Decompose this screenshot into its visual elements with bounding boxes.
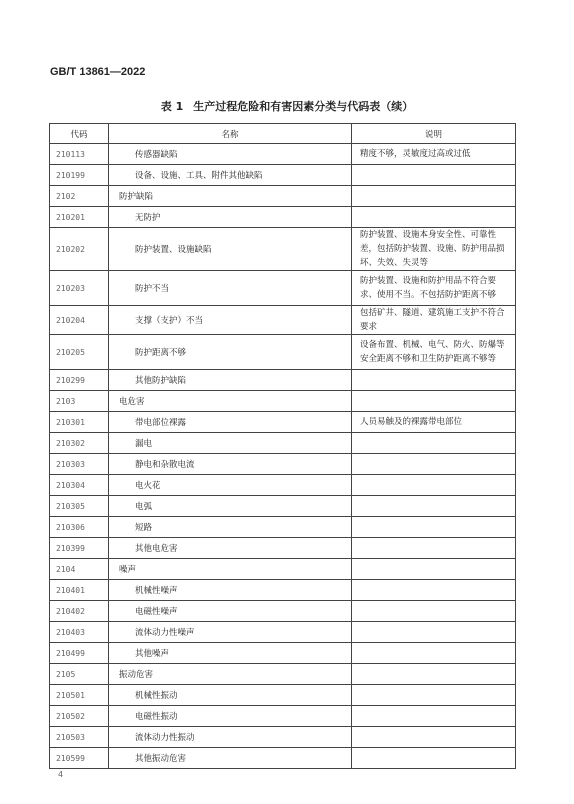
cell-code: 210399 bbox=[50, 538, 109, 559]
cell-name: 电危害 bbox=[119, 397, 145, 407]
table-header-row bbox=[50, 124, 516, 144]
cell-name: 电弧 bbox=[135, 502, 153, 512]
cell-name-wrapper bbox=[109, 622, 352, 643]
table-row bbox=[50, 580, 516, 601]
cell-code: 210402 bbox=[50, 601, 109, 622]
cell-name-wrapper bbox=[109, 664, 352, 685]
cell-code: 210302 bbox=[50, 433, 109, 454]
cell-description: 防护装置、设施本身安全性、可靠性差，包括防护装置、设施、防护用品损坏、失效、失灵等 bbox=[352, 228, 516, 271]
cell-description bbox=[352, 580, 516, 601]
cell-name-wrapper bbox=[109, 727, 352, 748]
table-row bbox=[50, 186, 516, 207]
table-row bbox=[50, 433, 516, 454]
cell-code: 210503 bbox=[50, 727, 109, 748]
column-header-code: 代码 bbox=[50, 124, 109, 144]
cell-code: 210303 bbox=[50, 454, 109, 475]
cell-description bbox=[352, 165, 516, 186]
cell-code: 2104 bbox=[50, 559, 109, 580]
cell-name: 漏电 bbox=[135, 439, 153, 449]
cell-name-wrapper bbox=[109, 643, 352, 664]
table-row bbox=[50, 475, 516, 496]
table-row bbox=[50, 454, 516, 475]
cell-code: 210305 bbox=[50, 496, 109, 517]
cell-name: 振动危害 bbox=[119, 670, 154, 680]
cell-description bbox=[352, 601, 516, 622]
cell-name-wrapper bbox=[109, 685, 352, 706]
cell-description bbox=[352, 643, 516, 664]
cell-name-wrapper bbox=[109, 517, 352, 538]
table-row bbox=[50, 601, 516, 622]
cell-description bbox=[352, 685, 516, 706]
cell-name: 电磁性振动 bbox=[135, 712, 178, 722]
cell-code: 210502 bbox=[50, 706, 109, 727]
table-caption bbox=[0, 98, 574, 114]
cell-description bbox=[352, 664, 516, 685]
cell-description bbox=[352, 391, 516, 412]
cell-description: 包括矿井、隧道、建筑施工支护不符合要求 bbox=[352, 306, 516, 335]
cell-code: 210401 bbox=[50, 580, 109, 601]
cell-code: 210403 bbox=[50, 622, 109, 643]
cell-description bbox=[352, 538, 516, 559]
cell-description bbox=[352, 186, 516, 207]
cell-name-wrapper bbox=[109, 144, 352, 165]
cell-code: 2105 bbox=[50, 664, 109, 685]
cell-code: 210204 bbox=[50, 306, 109, 335]
cell-name-wrapper bbox=[109, 186, 352, 207]
cell-description bbox=[352, 454, 516, 475]
cell-description: 精度不够，灵敏度过高或过低 bbox=[352, 144, 516, 165]
table-caption-title: 生产过程危险和有害因素分类与代码表（续） bbox=[193, 100, 414, 113]
cell-description: 人员易触及的裸露带电部位 bbox=[352, 412, 516, 433]
cell-name: 防护装置、设施缺陷 bbox=[135, 245, 212, 255]
cell-code: 210501 bbox=[50, 685, 109, 706]
cell-name-wrapper bbox=[109, 748, 352, 769]
cell-name-wrapper bbox=[109, 706, 352, 727]
cell-description bbox=[352, 207, 516, 228]
cell-name: 电火花 bbox=[135, 481, 161, 491]
cell-description: 防护装置、设施和防护用品不符合要求、使用不当。不包括防护距离不够 bbox=[352, 271, 516, 306]
cell-name-wrapper bbox=[109, 335, 352, 370]
cell-description bbox=[352, 475, 516, 496]
cell-name: 防护不当 bbox=[135, 284, 170, 294]
table-row bbox=[50, 517, 516, 538]
cell-name-wrapper bbox=[109, 165, 352, 186]
table-row bbox=[50, 207, 516, 228]
cell-description bbox=[352, 496, 516, 517]
cell-description bbox=[352, 559, 516, 580]
hazard-code-table bbox=[49, 123, 516, 769]
cell-name-wrapper bbox=[109, 559, 352, 580]
cell-name: 流体动力性噪声 bbox=[135, 628, 195, 638]
cell-name: 防护距离不够 bbox=[135, 348, 187, 358]
cell-description bbox=[352, 727, 516, 748]
table-row bbox=[50, 643, 516, 664]
table-row bbox=[50, 622, 516, 643]
cell-description bbox=[352, 517, 516, 538]
cell-code: 210203 bbox=[50, 271, 109, 306]
cell-code: 210301 bbox=[50, 412, 109, 433]
table-row bbox=[50, 370, 516, 391]
cell-description bbox=[352, 748, 516, 769]
table-row bbox=[50, 271, 516, 306]
table-row bbox=[50, 228, 516, 271]
cell-name: 传感器缺陷 bbox=[135, 150, 178, 160]
table-row bbox=[50, 144, 516, 165]
cell-name: 其他振动危害 bbox=[135, 754, 187, 764]
cell-name: 其他防护缺陷 bbox=[135, 376, 187, 386]
cell-code: 2103 bbox=[50, 391, 109, 412]
table-row bbox=[50, 496, 516, 517]
table-row bbox=[50, 335, 516, 370]
cell-name: 机械性振动 bbox=[135, 691, 178, 701]
cell-name-wrapper bbox=[109, 475, 352, 496]
cell-description bbox=[352, 706, 516, 727]
cell-name: 其他电危害 bbox=[135, 544, 178, 554]
cell-name-wrapper bbox=[109, 433, 352, 454]
page-number: 4 bbox=[58, 770, 64, 779]
cell-name-wrapper bbox=[109, 391, 352, 412]
table-row bbox=[50, 559, 516, 580]
table-row bbox=[50, 412, 516, 433]
cell-name: 流体动力性振动 bbox=[135, 733, 195, 743]
cell-name: 防护缺陷 bbox=[119, 192, 154, 202]
cell-name-wrapper bbox=[109, 370, 352, 391]
cell-name: 短路 bbox=[135, 523, 153, 533]
cell-name-wrapper bbox=[109, 207, 352, 228]
cell-code: 2102 bbox=[50, 186, 109, 207]
table-row bbox=[50, 727, 516, 748]
cell-name-wrapper bbox=[109, 496, 352, 517]
cell-name: 无防护 bbox=[135, 213, 161, 223]
cell-name-wrapper bbox=[109, 412, 352, 433]
cell-name: 其他噪声 bbox=[135, 649, 170, 659]
cell-description: 设备布置、机械、电气、防火、防爆等安全距离不够和卫生防护距离不够等 bbox=[352, 335, 516, 370]
cell-name-wrapper bbox=[109, 271, 352, 306]
table-row bbox=[50, 685, 516, 706]
table-row bbox=[50, 306, 516, 335]
cell-code: 210304 bbox=[50, 475, 109, 496]
cell-name: 设备、设施、工具、附件其他缺陷 bbox=[135, 171, 263, 181]
cell-name-wrapper bbox=[109, 580, 352, 601]
cell-name-wrapper bbox=[109, 228, 352, 271]
cell-name: 电磁性噪声 bbox=[135, 607, 178, 617]
table-row bbox=[50, 748, 516, 769]
table-row bbox=[50, 706, 516, 727]
cell-code: 210306 bbox=[50, 517, 109, 538]
cell-name: 静电和杂散电流 bbox=[135, 460, 195, 470]
cell-name-wrapper bbox=[109, 306, 352, 335]
cell-name: 噪声 bbox=[119, 565, 137, 575]
table-row bbox=[50, 165, 516, 186]
table-row bbox=[50, 664, 516, 685]
cell-code: 210205 bbox=[50, 335, 109, 370]
cell-name-wrapper bbox=[109, 601, 352, 622]
cell-description bbox=[352, 433, 516, 454]
cell-code: 210113 bbox=[50, 144, 109, 165]
table-row bbox=[50, 391, 516, 412]
cell-code: 210499 bbox=[50, 643, 109, 664]
cell-code: 210299 bbox=[50, 370, 109, 391]
column-header-name: 名称 bbox=[109, 124, 352, 144]
cell-name: 机械性噪声 bbox=[135, 586, 178, 596]
cell-description bbox=[352, 622, 516, 643]
cell-code: 210199 bbox=[50, 165, 109, 186]
cell-name: 带电部位裸露 bbox=[135, 418, 187, 428]
cell-name-wrapper bbox=[109, 538, 352, 559]
table-caption-label: 表 1 bbox=[160, 100, 184, 113]
cell-code: 210202 bbox=[50, 228, 109, 271]
column-header-description: 说明 bbox=[352, 124, 516, 144]
cell-code: 210201 bbox=[50, 207, 109, 228]
cell-name: 支撑（支护）不当 bbox=[135, 316, 204, 326]
table-row bbox=[50, 538, 516, 559]
standard-identifier: GB/T 13861—2022 bbox=[50, 66, 146, 78]
cell-code: 210599 bbox=[50, 748, 109, 769]
cell-name-wrapper bbox=[109, 454, 352, 475]
cell-description bbox=[352, 370, 516, 391]
